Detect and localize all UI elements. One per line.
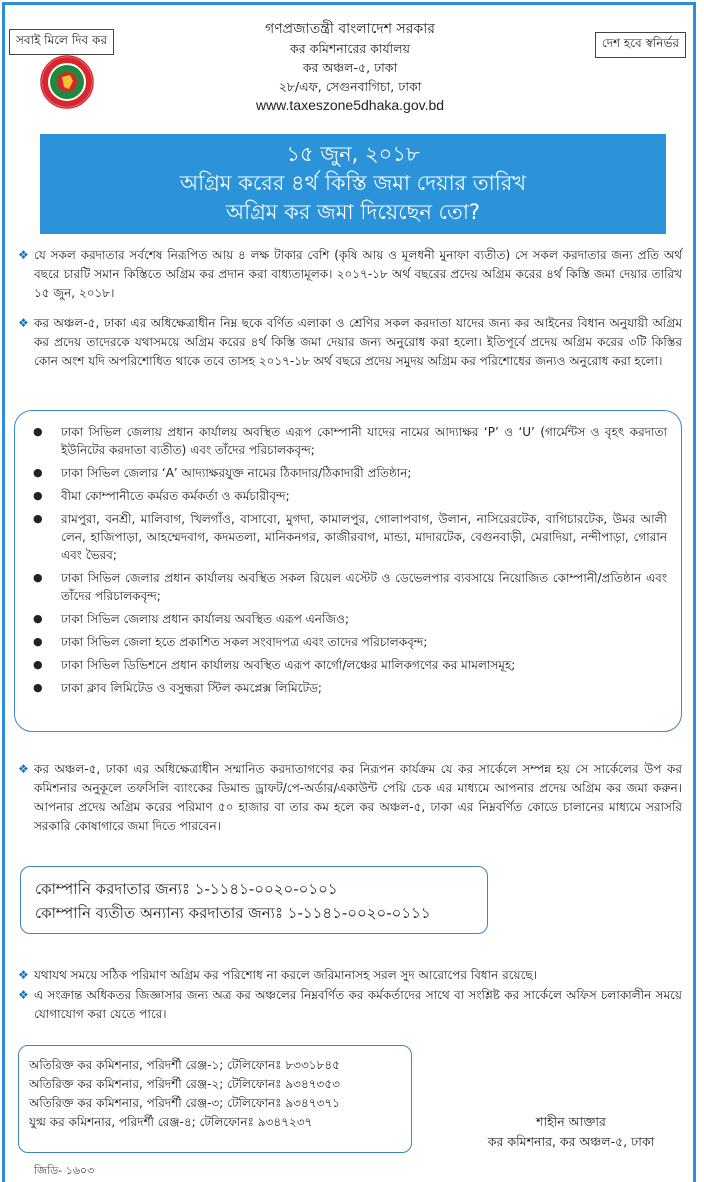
diamond-bullet-icon: ❖ bbox=[18, 248, 29, 262]
paragraph-text: কর অঞ্চল-৫, ঢাকা এর অধিক্ষেত্রাধীন নিম্ন ছকে বর্ণিত এলাকা ও শ্রেণির সকল করদাতা যাদের জন্য কর আইনের বিধান অনুযায়ী অগ্রিম কর প্রদেয় তাদেরকে যথাসময়ে অগ্রিম করের ৪র্থ কিস্তি জমা দেয়ার জন্য অনুরোধ করা হলো। ইতিপূর্বে প্রদেয় অগ্রিম করের ৩টি কিস্তির কোন অংশ যদি অপরিশোধিত থাকে তবে তাসহ ২০১৭-১৮ অর্থ বছরে প্রদেয় সমুদয় অগ্রিম কর পরিশোধের জন্যও অনুরোধ করা হলো। bbox=[34, 316, 682, 368]
challan-code-box bbox=[20, 866, 488, 934]
paragraph-text: যে সকল করদাতার সর্বশেষ নিরূপিত আয় ৪ লক্ষ টাকার বেশি (কৃষি আয় ও মূলধনী মুনাফা ব্যতীত) সে সকল করদাতার জন্য প্রতি অর্থ বছরে চারটি সমান কিস্তিতে অগ্রিম কর প্রদান করা বাধ্যতামূলক। ২০১৭-১৮ অর্থ বছরের প্রদেয় অগ্রিম করের ৪র্থ কিস্তি জমা দেয়ার তারিখ ১৫ জুন, ২০১৮। bbox=[34, 248, 682, 300]
paragraph-payment-method bbox=[18, 760, 682, 836]
office-header bbox=[180, 20, 520, 115]
paragraph-contact-info bbox=[18, 986, 682, 1024]
bullet-dot-icon: ● bbox=[33, 466, 43, 479]
paragraph-text: যথাযথ সময়ে সঠিক পরিমাণ অগ্রিম কর পরিশোধ না করলে জরিমানাসহ সরল সুদ আরোপের বিধান রয়েছে। bbox=[34, 968, 537, 982]
banner-date: ১৫ জুন, ২০১৮ bbox=[286, 142, 420, 166]
list-item: ● রামপুরা, বনশ্রী, মালিবাগ, খিলগাঁও, বাসাবো, মুগদা, কামালপুর, গোলাপবাগ, উলান, নাসিরেরটেক, বাগিচারটেক, উমর আলী লেন, হাজিপাড়া, আহম্মেদবাগ, কদমতলা, মানিকনগর, কাজীরবাগ, মান্ডা, মাদারটেক, বেগুনবাড়ী, মেরাদিয়া, নন্দীপাড়া, গোরান এবং ভৈরব; bbox=[33, 512, 667, 562]
diamond-bullet-icon: ❖ bbox=[18, 968, 29, 982]
contact-line: অতিরিক্ত কর কমিশনার, পরিদর্শী রেঞ্জ-১; টেলিফোনঃ ৮৩৩১৮৪৫ bbox=[29, 1058, 340, 1072]
contact-line: যুগ্ম কর কমিশনার, পরিদর্শী রেঞ্জ-৪; টেলিফোনঃ ৯৩৪৭২৩৭ bbox=[29, 1115, 313, 1129]
bullet-dot-icon: ● bbox=[33, 681, 43, 694]
tax-zone: কর অঞ্চল-৫, ঢাকা bbox=[302, 60, 398, 75]
diamond-bullet-icon: ❖ bbox=[18, 316, 29, 330]
taxpayer-category-box bbox=[14, 410, 682, 732]
contact-line: অতিরিক্ত কর কমিশনার, পরিদর্শী রেঞ্জ-২; টেলিফোনঃ ৯৩৪৭৩৫৩ bbox=[29, 1077, 340, 1091]
other-taxpayer-code: কোম্পানি ব্যতীত অন্যান্য করদাতার জন্যঃ ১-১১৪১-০০২০-০১১১ bbox=[35, 904, 431, 922]
paragraph-penalty bbox=[18, 966, 682, 985]
diamond-bullet-icon: ❖ bbox=[18, 762, 29, 776]
gd-number: জিডি- ১৬০৩ bbox=[34, 1164, 95, 1177]
headline-banner bbox=[40, 134, 666, 234]
signature-block bbox=[468, 1112, 674, 1152]
contact-line: অতিরিক্ত কর কমিশনার, পরিদর্শী রেঞ্জ-৩; টেলিফোনঃ ৯৩৪৭৩৭১ bbox=[29, 1096, 340, 1110]
list-item: ● ঢাকা সিভিল জেলায় প্রধান কার্যালয় অবস্থিত এরূপ এনজিও; bbox=[33, 612, 350, 626]
bullet-dot-icon: ● bbox=[33, 658, 43, 671]
contact-officers-box bbox=[18, 1045, 412, 1153]
bullet-dot-icon: ● bbox=[33, 571, 43, 584]
list-item: ● বীমা কোম্পানীতে কর্মরত কর্মকর্তা ও কর্মচারীবৃন্দ; bbox=[33, 489, 290, 503]
banner-question: অগ্রিম কর জমা দিয়েছেন তো? bbox=[225, 200, 481, 224]
paragraph-obligation bbox=[18, 246, 682, 303]
government-name: গণপ্রজাতন্ত্রী বাংলাদেশ সরকার bbox=[265, 21, 435, 37]
bullet-dot-icon: ● bbox=[33, 612, 43, 625]
signatory-name: শাহীন আক্তার bbox=[536, 1114, 606, 1129]
paragraph-text: কর অঞ্চল-৫, ঢাকা এর অধিক্ষেত্রাধীন সম্মানিত করদাতাগণের কর নিরূপন কার্যক্রম যে কর সার্কেলে সম্পন্ন হয় সে সার্কেলের উপ কর কমিশনার অনুকূলে তফসিলি ব্যাংকের ডিমান্ড ড্রাফট/পে-অর্ডার/একাউন্ট পেয়ি চেক এর মাধ্যমে আপনার প্রদেয় অগ্রিম কর জমা করুন। আপনার প্রদেয় অগ্রিম করের পরিমাণ ৫০ হাজার বা তার কম হলে কর অঞ্চল-৫, ঢাকা এর নিম্নবর্ণিত কোডে চালানের মাধ্যমে সরাসরি সরকারি কোষাগারে জমা দিতে পারবেন। bbox=[34, 762, 682, 833]
bullet-dot-icon: ● bbox=[33, 489, 43, 502]
bullet-dot-icon: ● bbox=[33, 512, 43, 525]
government-seal-icon bbox=[40, 55, 94, 109]
list-item: ● ঢাকা সিভিল জেলা হতে প্রকাশিত সকল সংবাদপত্র এবং তাদের পরিচালকবৃন্দ; bbox=[33, 635, 428, 649]
list-item: ● ঢাকা সিভিল জেলায় প্রধান কার্যালয় অবস্থিত এরূপ কোম্পানী যাদের নামের আদ্যাক্ষর ‘P’ ও ‘U’ (গার্মেন্টস ও বৃহৎ করদাতা ইউনিটের করদাতা ব্যতীত) এবং তাঁদের পরিচালকবৃন্দ; bbox=[33, 425, 667, 457]
paragraph-text: এ সংক্রান্ত অধিকতর জিজ্ঞাসার জন্য অত্র কর অঞ্চলের নিম্নবর্ণিত কর কর্মকর্তাদের সাথে বা সংশ্লিষ্ট কর সার্কেলে অফিস চলাকালীন সময়ে যোগাযোগ করা যেতে পারে। bbox=[34, 988, 682, 1021]
list-item: ● ঢাকা সিভিল ডিভিশনে প্রধান কার্যালয় অবস্থিত এরূপ কার্গো/লঞ্চের মালিকগণের কর মামলাসমূহ; bbox=[33, 658, 516, 672]
list-item: ● ঢাকা ক্লাব লিমিটেড ও বসুন্ধরা স্টিল কমপ্লেক্স লিমিটেড; bbox=[33, 681, 322, 695]
bullet-dot-icon: ● bbox=[33, 425, 43, 438]
banner-subtitle: অগ্রিম করের ৪র্থ কিস্তি জমা দেয়ার তারিখ bbox=[179, 171, 527, 195]
office-name: কর কমিশনারের কার্যালয় bbox=[290, 41, 410, 56]
list-item: ● ঢাকা সিভিল জেলার ‘A’ আদ্যাক্ষরযুক্ত নামের ঠিকাদার/ঠিকাদারী প্রতিষ্ঠান; bbox=[33, 466, 412, 480]
diamond-bullet-icon: ❖ bbox=[18, 988, 29, 1002]
bullet-dot-icon: ● bbox=[33, 635, 43, 648]
paragraph-request bbox=[18, 314, 682, 371]
slogan-left: সবাই মিলে দিব কর bbox=[9, 29, 114, 55]
slogan-right: দেশ হবে স্বনির্ভর bbox=[595, 32, 686, 58]
office-address: ২৮/এফ, সেগুনবাগিচা, ঢাকা bbox=[278, 79, 422, 94]
website-link[interactable]: www.taxeszone5dhaka.gov.bd bbox=[255, 97, 445, 113]
signatory-title: কর কমিশনার, কর অঞ্চল-৫, ঢাকা bbox=[487, 1134, 655, 1149]
taxpayer-category-list bbox=[25, 423, 667, 697]
company-code: কোম্পানি করদাতার জন্যঃ ১-১১৪১-০০২০-০১০১ bbox=[35, 880, 338, 898]
list-item: ● ঢাকা সিভিল জেলার প্রধান কার্যালয় অবস্থিত সকল রিয়েল এস্টেট ও ডেভেলপার ব্যবসায়ে নিয়োজিত কোম্পানী/প্রতিষ্ঠান এবং তাঁদের পরিচালকবৃন্দ; bbox=[33, 571, 667, 603]
